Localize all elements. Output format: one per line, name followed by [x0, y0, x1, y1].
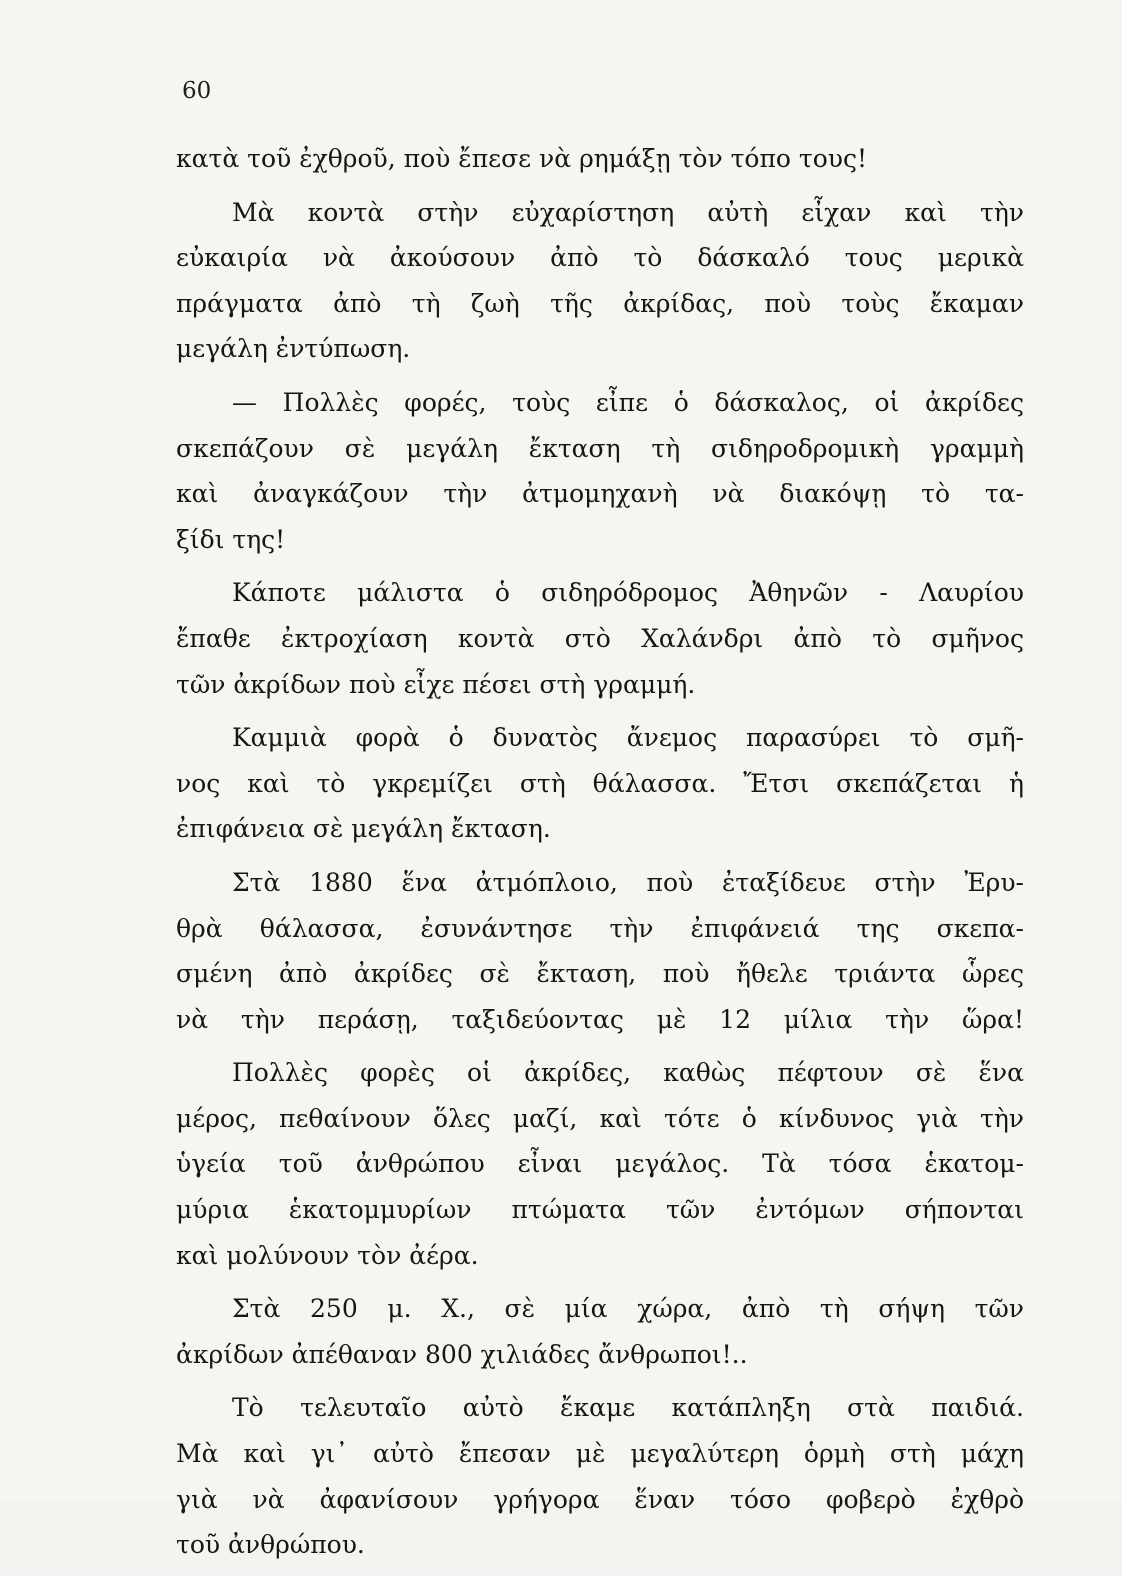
body-text: [176, 136, 1024, 1576]
paragraph-7: [176, 1050, 1024, 1278]
text-line: κατὰ τοῦ ἐχθροῦ, ποὺ ἔπεσε νὰ ρημάξῃ τὸν τόπο τους!: [176, 144, 868, 173]
text-line: μέρος, πεθαίνουν ὅλες μαζί, καὶ τότε ὁ κίνδυνος γιὰ τὴν: [176, 1103, 1024, 1133]
paragraph-2: [176, 190, 1024, 372]
text-line: ἔπαθε ἐκτροχίαση κοντὰ στὸ Χαλάνδρι ἀπὸ τὸ σμῆνος: [176, 623, 1024, 653]
text-line: ὑγεία τοῦ ἀνθρώπου εἶναι μεγάλος. Τὰ τόσα ἑκατομ-: [176, 1149, 1024, 1179]
text-line: μύρια ἑκατομμυρίων πτώματα τῶν ἐντόμων σήπονται: [176, 1195, 1024, 1225]
text-line: Πολλὲς φορὲς οἱ ἀκρίδες, καθὼς πέφτουν σὲ ἕνα: [232, 1058, 1024, 1088]
text-line: Κάποτε μάλιστα ὁ σιδηρόδρομος Ἀθηνῶν - Λαυρίου: [232, 578, 1024, 608]
text-line: εὐκαιρία νὰ ἀκούσουν ἀπὸ τὸ δάσκαλό τους μερικὰ: [176, 243, 1024, 273]
text-line: — Πολλὲς φορές, τοὺς εἶπε ὁ δάσκαλος, οἱ ἀκρίδες: [232, 387, 1024, 417]
text-line: μεγάλη ἐντύπωση.: [176, 334, 411, 364]
text-line: Στὰ 250 μ. Χ., σὲ μία χώρα, ἀπὸ τὴ σήψη τῶν: [232, 1294, 1024, 1324]
text-line: καὶ ἀναγκάζουν τὴν ἀτμομηχανὴ νὰ διακόψῃ τὸ τα-: [176, 479, 1024, 509]
text-line: Στὰ 1880 ἕνα ἀτμόπλοιο, ποὺ ἐταξίδευε στὴν Ἐρυ-: [232, 867, 1024, 897]
text-line: σμένη ἀπὸ ἀκρίδες σὲ ἔκταση, ποὺ ἤθελε τριάντα ὧρες: [176, 959, 1024, 989]
paragraph-4: [176, 570, 1024, 707]
text-line: Μὰ κοντὰ στὴν εὐχαρίστηση αὐτὴ εἶχαν καὶ τὴν: [232, 197, 1024, 227]
text-line: θρὰ θάλασσα, ἐσυνάντησε τὴν ἐπιφάνειά της σκεπα-: [176, 913, 1024, 943]
text-line: ἐπιφάνεια σὲ μεγάλη ἔκταση.: [176, 814, 551, 844]
text-line: σκεπάζουν σὲ μεγάλη ἔκταση τὴ σιδηροδρομικὴ γραμμὴ: [176, 433, 1024, 463]
text-line: νὰ τὴν περάσῃ, ταξιδεύοντας μὲ 12 μίλια τὴν ὥρα!: [176, 1004, 1024, 1034]
text-line: τῶν ἀκρίδων ποὺ εἶχε πέσει στὴ γραμμή.: [176, 669, 696, 699]
text-line: Μὰ καὶ γι᾿ αὐτὸ ἔπεσαν μὲ μεγαλύτερη ὁρμὴ στὴ μάχη: [176, 1439, 1024, 1469]
paragraph-8: [176, 1286, 1024, 1377]
text-line: νος καὶ τὸ γκρεμίζει στὴ θάλασσα. Ἔτσι σκεπάζεται ἡ: [176, 768, 1024, 798]
paragraph-5: [176, 715, 1024, 852]
page-number: 60: [182, 78, 212, 104]
text-line: ἀκρίδων ἀπέθαναν 800 χιλιάδες ἄνθρωποι!..: [176, 1339, 748, 1369]
text-line: Καμμιὰ φορὰ ὁ δυνατὸς ἄνεμος παρασύρει τὸ σμῆ-: [232, 723, 1024, 753]
text-line: γιὰ νὰ ἀφανίσουν γρήγορα ἕναν τόσο φοβερὸ ἐχθρὸ: [176, 1484, 1024, 1514]
text-line: πράγματα ἀπὸ τὴ ζωὴ τῆς ἀκρίδας, ποὺ τοὺς ἔκαμαν: [176, 288, 1024, 318]
paragraph-9: [176, 1385, 1024, 1567]
text-line: τοῦ ἀνθρώπου.: [176, 1530, 365, 1560]
paragraph-3: [176, 380, 1024, 562]
text-line: ξίδι της!: [176, 524, 286, 554]
paragraph-6: [176, 860, 1024, 1042]
text-line: καὶ μολύνουν τὸν ἀέρα.: [176, 1240, 479, 1270]
text-line: Τὸ τελευταῖο αὐτὸ ἔκαμε κατάπληξη στὰ παιδιά.: [232, 1393, 1024, 1423]
paragraph-1: [176, 136, 1024, 182]
